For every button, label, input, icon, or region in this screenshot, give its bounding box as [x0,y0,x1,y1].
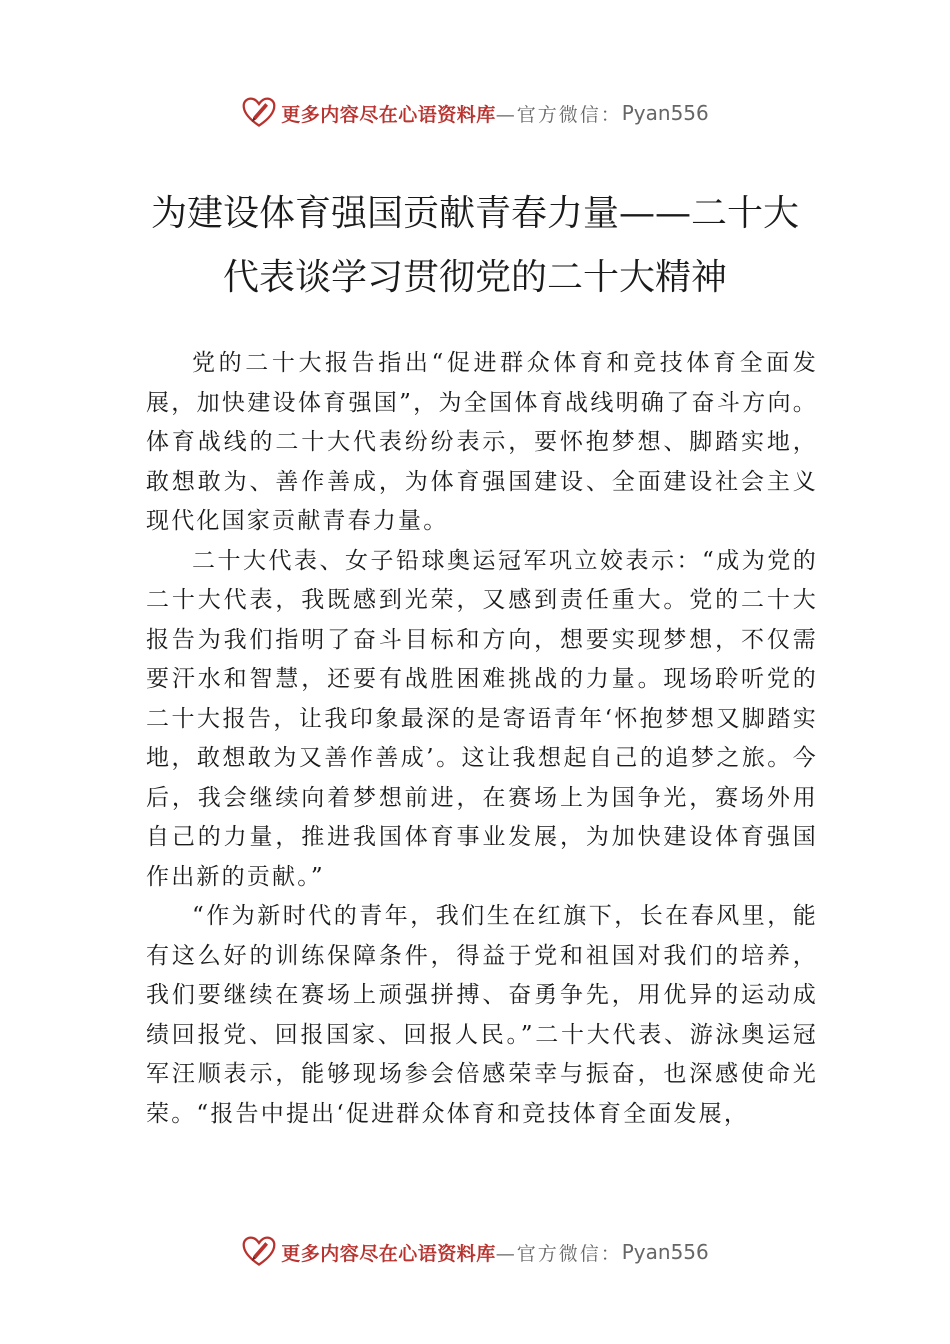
watermark-wechat-label: —官方微信： [495,103,622,126]
heart-pen-logo-icon [241,1234,277,1270]
footer-watermark [0,1232,950,1272]
title-line-1: 为建设体育强国贡献青春力量——二十大 [150,193,799,234]
watermark-wechat-id: Pyan556 [621,101,709,125]
paragraph-1: 党的二十大报告指出“促进群众体育和竞技体育全面发展，加快建设体育强国”，为全国体育战线明确了奋斗方向。体育战线的二十大代表纷纷表示，要怀抱梦想、脚踏实地， 敢想敢为、善作善成，为体育强国建设、全面建设社会主义现代化国家贡献青春力量。 [146,350,818,534]
paragraph-3: “作为新时代的青年，我们生在红旗下，长在春风里，能有这么好的训练保障条件，得益于党和祖国对我们的培养，我们要继续在赛场上顽强拼搏、奋勇争先，用优异的运动成绩回报党、回报国家、回报人民。”二十大代表、游泳奥运冠军汪顺表示，能够现场参会倍感荣幸与振奋，也深感使命光荣。“报告中提出‘促进群众体育和竞技体育全面发展， [146,903,818,1127]
watermark-site-name: 更多内容尽在心语资料库 [281,103,496,126]
article-body [146,344,818,1134]
watermark-site-name: 更多内容尽在心语资料库 [281,1242,496,1265]
title-line-2: 代表谈学习贯彻党的二十大精神 [222,257,727,298]
heart-pen-logo-icon [241,95,277,131]
paragraph-2: 二十大代表、女子铅球奥运冠军巩立姣表示：“成为党的二十大代表，我既感到光荣，又感到责任重大。党的二十大报告为我们指明了奋斗目标和方向，想要实现梦想，不仅需要汗水和智慧，还要有战胜困难挑战的力量。现场聆听党的二十大报告，让我印象最深的是寄语青年‘怀抱梦想又脚踏实地，敢想敢为又善作善成’。这让我想起自己的追梦之旅。今后，我会继续向着梦想前进，在赛场上为国争光，赛场外用自己的力量，推进我国体育事业发展，为加快建设体育强国作出新的贡献。” [146,547,818,890]
watermark-wechat-id: Pyan556 [621,1240,709,1264]
watermark-wechat-label: —官方微信： [495,1242,622,1265]
document-title [100,182,850,310]
header-watermark [0,93,950,133]
